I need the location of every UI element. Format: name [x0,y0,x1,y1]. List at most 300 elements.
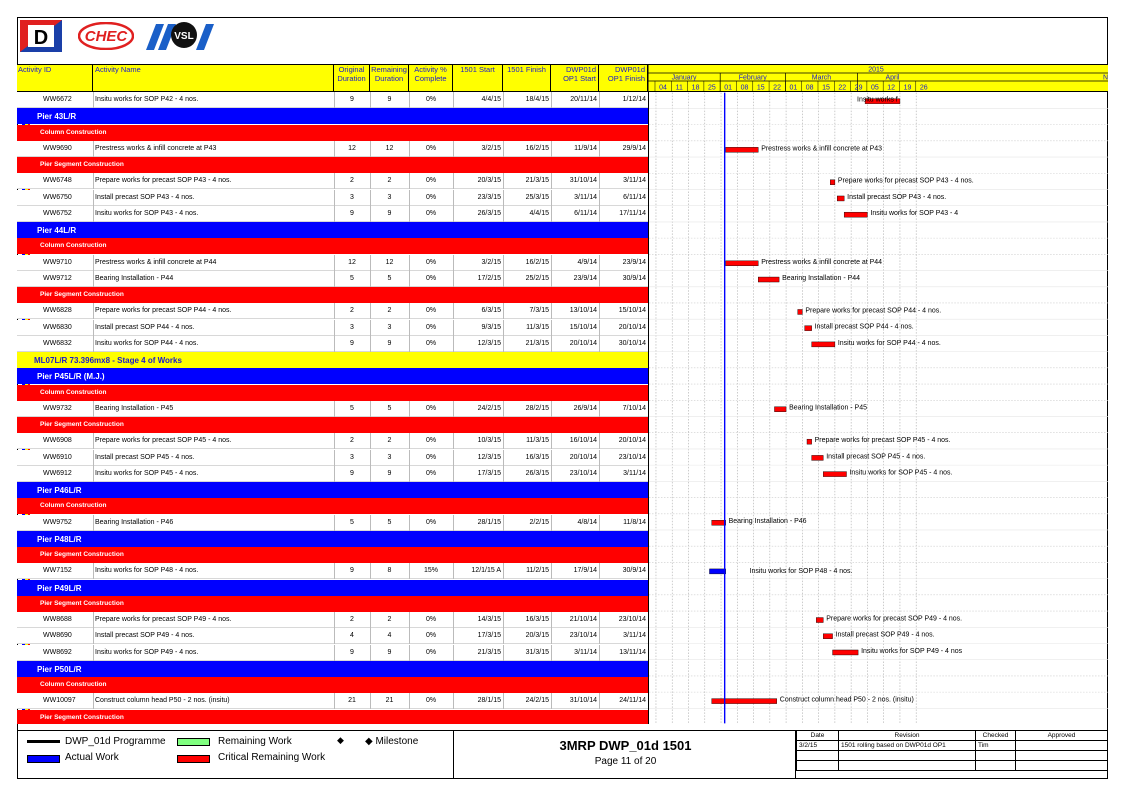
1501-finish: 16/2/15 [525,258,549,266]
dwp-op1-finish: 20/10/14 [618,323,646,331]
wbs-label: Pier P49L/R [37,583,82,593]
1501-start: 17/3/15 [477,469,501,477]
activity-name: Install precast SOP P44 - 4 nos. [95,323,195,331]
column-divider [93,612,94,628]
bar-label: Install precast SOP P43 - 4 nos. [847,193,947,201]
legend-programme: DWP_01d Programme [65,736,166,747]
activity-name: Prestress works & infill concrete at P43 [95,144,217,152]
dwp-op1-start: 6/11/14 [574,209,597,217]
column-divider [93,206,94,222]
timeline-month: February [738,74,767,82]
bar-label: Bearing Installation - P44 [782,275,860,283]
activity-id: WW6830 [43,323,72,331]
1501-finish: 16/3/15 [525,616,549,623]
wbs-section-header[interactable] [17,125,648,141]
wbs-label: Pier Segment Construction [40,599,124,607]
wbs-section-header[interactable] [17,596,648,612]
dwp-op1-finish: 6/11/14 [623,193,646,201]
1501-start: 17/2/15 [477,274,501,282]
bar-label: Install precast SOP P45 - 4 nos. [826,453,926,461]
timeline-day: 15 [756,84,765,92]
original-duration: 5 [350,518,354,526]
remaining-duration: 12 [385,258,394,266]
dragages-letter: D [33,27,49,49]
col-activity-name[interactable]: Activity Name [93,65,334,92]
wbs-label: Pier Segment Construction [40,161,124,168]
1501-finish: 21/3/15 [525,339,549,347]
legend-remaining: Remaining Work [218,736,292,747]
column-divider [93,173,94,189]
col-dwp-start[interactable]: DWP01d OP1 Start [551,65,599,92]
wbs-label: Pier Segment Construction [40,291,124,298]
timeline-day: 01 [724,84,733,92]
wbs-pier-header[interactable] [17,482,648,498]
activity-pct-complete: 0% [425,648,437,656]
wbs-section-header[interactable] [17,238,648,254]
critical-remaining-bar[interactable] [833,650,859,655]
bar-label: Prestress works & infill concrete at P43 [761,145,883,153]
activity-row[interactable] [17,645,648,661]
wbs-section-header[interactable] [17,287,648,303]
dwp-op1-finish: 23/9/14 [622,258,646,266]
activity-pct-complete: 0% [425,437,437,445]
remaining-duration: 4 [387,632,392,640]
column-divider [93,255,94,271]
1501-start: 12/3/15 [477,339,501,347]
wbs-stage-header[interactable] [17,352,648,368]
timeline-month: January [671,74,697,82]
column-divider [93,336,94,352]
wbs-label: Column Construction [40,242,107,250]
1501-start: 28/1/15 [477,697,501,705]
activity-table [17,92,648,724]
dwp-op1-finish: 23/10/14 [618,453,646,461]
activity-pct-complete: 0% [425,518,437,526]
column-divider [93,466,94,482]
1501-finish: 21/3/15 [525,177,549,185]
bar-label: Insitu works for SOP P49 - 4 nos [861,647,963,655]
critical-remaining-bar[interactable] [812,342,835,347]
wbs-section-header[interactable] [17,417,648,433]
1501-finish: 2/2/15 [529,518,549,526]
activity-id: WW8688 [43,616,72,623]
activity-id: WW10097 [43,697,76,705]
original-duration: 5 [350,404,354,412]
critical-remaining-bar[interactable] [726,147,759,152]
dwp-op1-start: 3/11/14 [574,648,597,656]
timeline-day: 22 [773,84,781,92]
dwp-op1-finish: 3/11/14 [623,469,646,477]
dwp-op1-finish: 15/10/14 [618,307,646,315]
remaining-duration: 3 [387,323,392,331]
dwp-op1-finish: 23/10/14 [618,616,646,623]
activity-row[interactable] [17,255,648,271]
timeline-month: March [811,74,832,82]
activity-id: WW7152 [43,567,72,575]
rev-checked: Tim [976,741,1016,751]
dwp-op1-finish: 20/10/14 [618,437,646,445]
legend-critical: Critical Remaining Work [218,752,326,763]
original-duration: 9 [350,567,354,575]
activity-row[interactable] [17,303,648,319]
activity-row[interactable] [17,515,648,531]
1501-start: 28/1/15 [477,518,501,526]
dwp-op1-start: 16/10/14 [569,437,597,445]
original-duration: 9 [350,469,354,477]
timeline-day: 19 [903,84,912,92]
wbs-label: Column Construction [40,681,107,688]
activity-name: Insitu works for SOP P49 - 4 nos. [95,648,199,656]
col-original-duration[interactable]: Original Duration [334,65,370,92]
activity-pct-complete: 0% [425,258,437,266]
original-duration: 9 [350,96,354,103]
remaining-duration: 9 [387,209,392,217]
activity-id: WW8690 [43,632,72,640]
dwp-op1-start: 11/9/14 [574,144,597,152]
activity-row[interactable] [17,628,648,644]
critical-remaining-bar[interactable] [774,407,786,412]
dwp-op1-finish: 30/9/14 [622,274,646,282]
wbs-label: Pier Segment Construction [40,713,124,721]
activity-row[interactable] [17,206,648,222]
activity-row[interactable] [17,466,648,482]
activity-name: Insitu works for SOP P48 - 4 nos. [95,567,199,575]
activity-row[interactable] [17,612,648,628]
activity-pct-complete: 0% [425,177,437,185]
1501-finish: 28/2/15 [525,404,549,412]
activity-row[interactable] [17,336,648,352]
document-title: 3MRP DWP_01d 1501 [559,738,692,753]
vsl-logo [144,20,214,52]
column-divider [93,320,94,336]
wbs-label: ML07L/R 73.396mx8 - Stage 4 of Works [34,356,182,365]
original-duration: 3 [350,193,354,201]
rev-header-approved: Approved [1016,731,1108,741]
chec-text: CHEC [84,28,128,45]
wbs-label: Column Construction [40,388,107,396]
wbs-pier-header[interactable] [17,580,648,596]
wbs-section-header[interactable] [17,710,648,725]
dwp-op1-start: 31/10/14 [569,177,597,185]
timeline-day: 12 [887,84,896,92]
activity-pct-complete: 0% [425,144,437,152]
wbs-label: Column Construction [40,128,107,136]
activity-id: WW9690 [43,144,72,152]
critical-remaining-bar[interactable] [823,472,846,477]
wbs-pier-header[interactable] [17,108,648,124]
critical-remaining-bar[interactable] [837,196,844,201]
column-divider [93,190,94,206]
1501-start: 6/3/15 [481,307,501,315]
bar-label: Prepare works for precast SOP P43 - 4 nos. [837,177,974,185]
column-divider [93,303,94,319]
original-duration: 3 [350,453,354,461]
critical-remaining-bar[interactable] [816,618,823,623]
1501-finish: 7/3/15 [529,307,549,315]
column-divider [93,401,94,417]
logo-bar [20,20,420,64]
column-divider [93,271,94,287]
col-remaining-duration[interactable]: Remaining Duration [370,65,409,92]
1501-finish: 25/3/15 [525,193,549,201]
gantt-chart [648,92,1108,724]
original-duration: 9 [350,648,354,656]
activity-id: WW6750 [43,193,72,201]
legend-actual-swatch [27,755,60,763]
remaining-duration: 2 [387,307,392,315]
activity-row[interactable] [17,173,648,189]
column-divider [93,92,94,108]
1501-finish: 24/2/15 [525,697,549,705]
critical-remaining-bar[interactable] [758,277,779,282]
rev-approved [1016,741,1108,751]
activity-name: Bearing Installation - P45 [95,404,174,412]
critical-remaining-bar[interactable] [712,520,726,525]
legend-programme-swatch [27,740,60,743]
1501-start: 23/3/15 [477,193,501,201]
activity-name: Prepare works for precast SOP P43 - 4 nos. [95,177,232,185]
bar-label: Prepare works for precast SOP P44 - 4 nos. [805,307,942,315]
activity-pct-complete: 0% [425,274,437,282]
actual-work-bar[interactable] [709,569,725,574]
original-duration: 12 [348,258,356,266]
1501-finish: 11/3/15 [526,323,549,331]
1501-start: 14/3/15 [477,616,501,623]
activity-id: WW6832 [43,339,72,347]
bar-label: Insitu works for SOP P44 - 4 nos. [837,339,941,347]
page-number: Page 11 of 20 [594,756,657,767]
activity-pct-complete: 0% [425,193,437,201]
column-divider [93,433,94,449]
column-divider [93,141,94,157]
wbs-section-header[interactable] [17,547,648,563]
dwp-op1-finish: 11/8/14 [623,518,646,526]
activity-row[interactable] [17,190,648,206]
dwp-op1-start: 4/9/14 [577,258,597,266]
critical-remaining-bar[interactable] [726,261,759,266]
1501-start: 10/3/15 [477,437,501,445]
1501-start: 24/2/15 [477,404,501,412]
chec-logo [78,22,134,50]
activity-pct-complete: 0% [425,96,437,103]
1501-finish: 4/4/15 [529,209,549,217]
1501-finish: 16/2/15 [525,144,549,152]
activity-name: Prepare works for precast SOP P44 - 4 nos. [95,307,232,315]
timeline-day: 15 [822,84,830,92]
activity-id: WW6910 [43,453,72,461]
1501-start: 3/2/15 [481,144,501,152]
activity-pct-complete: 0% [425,209,437,217]
dwp-op1-finish: 13/11/14 [619,648,646,656]
activity-pct-complete: 0% [425,469,437,477]
timeline-day: 04 [659,84,667,92]
activity-name: Prestress works & infill concrete at P44 [95,258,217,266]
dwp-op1-start: 31/10/14 [569,697,597,705]
wbs-pier-header[interactable] [17,531,648,547]
wbs-label: Pier P46L/R [37,486,82,495]
critical-remaining-bar[interactable] [712,699,777,704]
rev-header-date: Date [797,731,839,741]
dwp-op1-finish: 7/10/14 [622,404,646,412]
dwp-op1-start: 23/10/14 [569,632,597,640]
activity-name: Insitu works for SOP P43 - 4 nos. [95,209,199,217]
wbs-section-header[interactable] [17,157,648,173]
original-duration: 9 [350,209,354,217]
activity-row[interactable] [17,693,648,709]
activity-id: WW6748 [43,177,72,185]
col-activity-id[interactable]: Activity ID [17,65,93,92]
timeline-month: April [885,74,900,82]
critical-remaining-bar[interactable] [823,634,832,639]
activity-id: WW9710 [43,258,72,266]
critical-remaining-bar[interactable] [812,455,824,460]
1501-finish: 11/2/15 [526,567,549,575]
1501-start: 20/3/15 [477,177,501,185]
dwp-op1-start: 21/10/14 [569,616,597,623]
activity-name: Install precast SOP P45 - 4 nos. [95,453,195,461]
remaining-duration: 9 [387,339,392,347]
activity-name: Install precast SOP P49 - 4 nos. [95,632,195,640]
1501-finish: 18/4/15 [525,96,549,103]
activity-id: WW6752 [43,209,72,217]
legend-actual: Actual Work [65,752,119,763]
activity-name: Prepare works for precast SOP P49 - 4 nos. [95,616,232,623]
remaining-duration: 21 [385,697,394,705]
column-divider [93,693,94,709]
timeline-header [648,64,1108,92]
activity-name: Install precast SOP P43 - 4 nos. [95,193,195,201]
col-1501-finish[interactable]: 1501 Finish [503,65,551,92]
activity-name: Insitu works for SOP P42 - 4 nos. [95,96,199,103]
activity-pct-complete: 0% [425,323,437,331]
dwp-op1-start: 15/10/14 [569,323,597,331]
critical-remaining-bar[interactable] [844,212,867,217]
activity-row[interactable] [17,141,648,157]
rev-header-checked: Checked [976,731,1016,741]
remaining-duration: 2 [387,437,392,445]
1501-start: 12/3/15 [477,453,501,461]
activity-pct-complete: 0% [425,616,437,623]
dwp-op1-finish: 30/10/14 [618,339,646,347]
activity-id: WW6672 [43,96,72,103]
bar-label: Insitu works for SOP P43 - 4 [870,210,959,218]
bar-label: Insitu works for SOP P48 - 4 nos. [749,567,853,575]
activity-id: WW6828 [43,307,72,315]
activity-name: Insitu works for SOP P44 - 4 nos. [95,339,199,347]
column-divider [93,628,94,644]
diamond-icon: ◆ [337,735,344,745]
wbs-label: Pier P48L/R [37,534,82,544]
dwp-op1-finish: 1/12/14 [622,96,646,103]
remaining-duration: 5 [387,404,392,412]
remaining-duration: 3 [387,193,392,201]
wbs-label: Pier 44L/R [37,226,77,235]
remaining-duration: 8 [387,567,392,575]
dwp-op1-finish: 24/11/14 [619,697,646,705]
1501-start: 21/3/15 [477,648,501,656]
dwp-op1-start: 23/10/14 [569,469,597,477]
critical-remaining-bar[interactable] [805,326,812,331]
activity-name: Prepare works for precast SOP P45 - 4 nos. [95,437,232,445]
activity-name: Construct column head P50 - 2 nos. (insitu) [95,697,230,705]
activity-name: Insitu works for SOP P45 - 4 nos. [95,469,199,477]
remaining-duration: 9 [387,469,392,477]
wbs-label: Pier P45L/R (M.J.) [37,372,105,382]
rev-header-revision: Revision [839,731,976,741]
dwp-op1-finish: 30/9/14 [622,567,646,575]
critical-remaining-bar[interactable] [798,309,803,314]
activity-pct-complete: 0% [425,404,437,412]
legend-remaining-swatch [177,738,210,746]
activity-row[interactable] [17,401,648,417]
bar-label: Bearing Installation - P46 [728,518,807,526]
timeline-day: 26 [919,84,928,92]
bar-label: Prepare works for precast SOP P49 - 4 nos. [826,615,963,623]
col-dwp-finish[interactable]: DWP01d OP1 Finish [599,65,648,92]
dwp-op1-start: 17/9/14 [573,567,597,575]
1501-finish: 31/3/15 [525,648,549,656]
activity-row[interactable] [17,450,648,466]
rev-date: 3/2/15 [797,741,839,751]
wbs-label: Column Construction [40,502,107,510]
wbs-section-header[interactable] [17,385,648,401]
col-1501-start[interactable]: 1501 Start [453,65,503,92]
activity-row[interactable] [17,271,648,287]
activity-row[interactable] [17,320,648,336]
wbs-section-header[interactable] [17,677,648,693]
wbs-section-header[interactable] [17,498,648,514]
original-duration: 5 [350,274,354,282]
activity-row[interactable] [17,563,648,579]
1501-start: 17/3/15 [477,632,501,640]
bar-label: Bearing Installation - P45 [789,404,867,412]
dwp-op1-finish: 3/11/14 [623,177,646,185]
activity-pct-complete: 0% [425,632,437,640]
wbs-pier-header[interactable] [17,661,648,677]
dwp-op1-finish: 3/11/14 [623,632,646,640]
original-duration: 2 [350,177,354,185]
original-duration: 4 [350,632,354,640]
remaining-duration: 5 [387,274,392,282]
activity-row[interactable] [17,92,648,108]
remaining-duration: 3 [387,453,392,461]
col-activity-pct[interactable]: Activity % Complete [409,65,453,92]
activity-row[interactable] [17,433,648,449]
original-duration: 3 [350,323,354,331]
activity-id: WW9732 [43,404,72,412]
critical-remaining-bar[interactable] [830,180,835,185]
wbs-label: Pier Segment Construction [40,421,124,428]
wbs-pier-header[interactable] [17,222,648,238]
dwp-op1-start: 13/10/14 [569,307,597,315]
timeline-day: 08 [805,84,814,92]
revision-table [796,730,1108,779]
original-duration: 2 [350,307,354,315]
1501-finish: 25/2/15 [525,274,549,282]
bar-label: Insitu works for SOP P45 - 4 nos. [849,469,953,477]
bar-label: Install precast SOP P44 - 4 nos. [814,323,914,331]
dwp-op1-finish: 29/9/14 [622,144,646,152]
remaining-duration: 9 [387,648,392,656]
dragages-logo [20,20,62,52]
activity-id: WW8692 [43,648,72,656]
activity-name: Bearing Installation - P46 [95,518,174,526]
wbs-pier-header[interactable] [17,368,648,384]
activity-name: Bearing Installation - P44 [95,274,174,282]
1501-finish: 26/3/15 [525,469,549,477]
1501-start: 26/3/15 [477,209,501,217]
critical-remaining-bar[interactable] [807,439,812,444]
